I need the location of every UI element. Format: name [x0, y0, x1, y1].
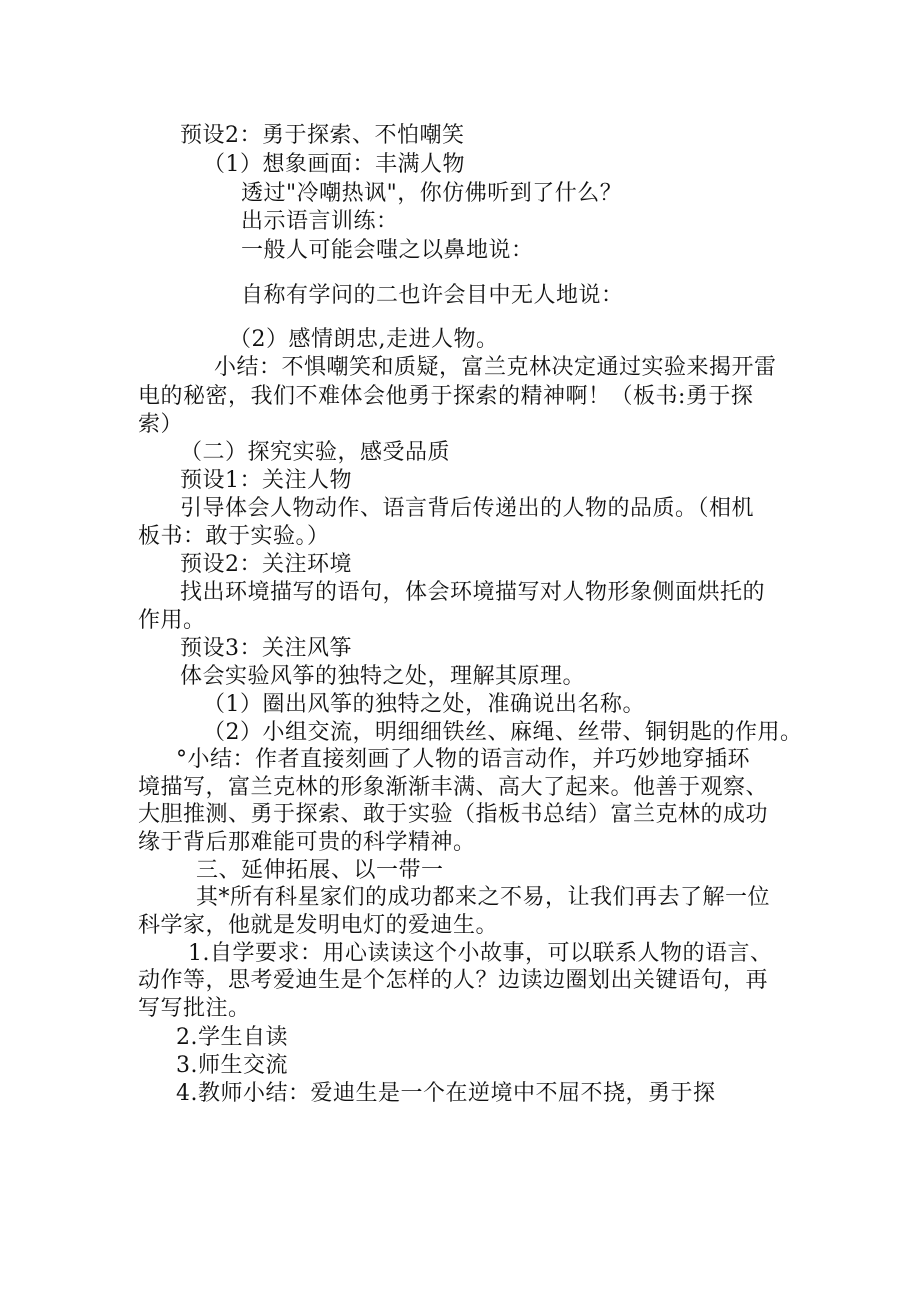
- text-line: 电的秘密，我们不难体会他勇于探索的精神啊！（板书:勇于探: [138, 384, 754, 409]
- section-heading: （二）探究实验，感受品质: [180, 440, 451, 465]
- text-line: 体会实验风筝的独特之处，理解其原理。: [180, 664, 586, 689]
- text-line: 缘于背后那难能可贵的科学精神。: [138, 830, 476, 855]
- text-line: 其*所有科星家们的成功都来之不易，让我们再去了解一位: [196, 885, 771, 910]
- text-line: 作用。: [138, 608, 206, 633]
- text-line: 预设1：关注人物: [180, 468, 352, 493]
- text-line: 小结：不惧嘲笑和质疑，富兰克林决定通过实验来揭开雷: [214, 355, 777, 380]
- text-line: 一般人可能会嗤之以鼻地说：: [241, 238, 534, 263]
- text-line: 引导体会人物动作、语言背后传递出的人物的品质。（相机: [180, 496, 755, 521]
- text-line: 写写批注。: [138, 996, 251, 1021]
- text-line: 科学家，他就是发明电灯的爱迪生。: [138, 913, 499, 938]
- text-line: 自称有学问的二也许会目中无人地说：: [241, 283, 624, 308]
- text-line: 透过"冷嘲热讽"，你仿佛听到了什么？: [241, 181, 623, 206]
- section-heading: 三、延伸拓展、以一带一: [196, 858, 444, 883]
- text-line: （1）想象画面：丰满人物: [203, 152, 465, 177]
- text-line: 找出环境描写的语句，体会环境描写对人物形象侧面烘托的: [180, 580, 766, 605]
- text-line: 板书：敢于实验。）: [138, 524, 330, 549]
- text-line: 2.学生自读: [176, 1025, 288, 1050]
- text-line: 大胆推测、勇于探索、敢于实验（指板书总结）富兰克林的成功: [138, 802, 769, 827]
- text-line: （1）圈出风筝的独特之处，准确说出名称。: [203, 692, 645, 717]
- text-line: 1.自学要求：用心读读这个小故事，可以联系人物的语言、: [188, 941, 773, 966]
- text-line: 预设2：勇于探索、不怕嘲笑: [180, 123, 465, 148]
- text-line: 4.教师小结：爱迪生是一个在逆境中不屈不挠，勇于探: [176, 1081, 716, 1106]
- text-line: 出示语言训练：: [241, 209, 399, 234]
- text-line: 动作等，思考爱迪生是个怎样的人？边读边圈划出关键语句，再: [138, 968, 769, 993]
- text-line: 预设2：关注环境: [180, 552, 352, 577]
- text-line: °小结：作者直接刻画了人物的语言动作，并巧妙地穿插环: [176, 747, 751, 772]
- text-line: （2）小组交流，明细细铁丝、麻绳、丝带、铜钥匙的作用。: [203, 720, 803, 745]
- text-line: 3.师生交流: [176, 1053, 288, 1078]
- text-line: （2）感情朗忠,走进人物。: [229, 327, 499, 352]
- text-line: 境描写，富兰克林的形象渐渐丰满、高大了起来。他善于观察、: [138, 775, 769, 800]
- text-line: 索）: [138, 412, 184, 437]
- text-line: 预设3：关注风筝: [180, 636, 352, 661]
